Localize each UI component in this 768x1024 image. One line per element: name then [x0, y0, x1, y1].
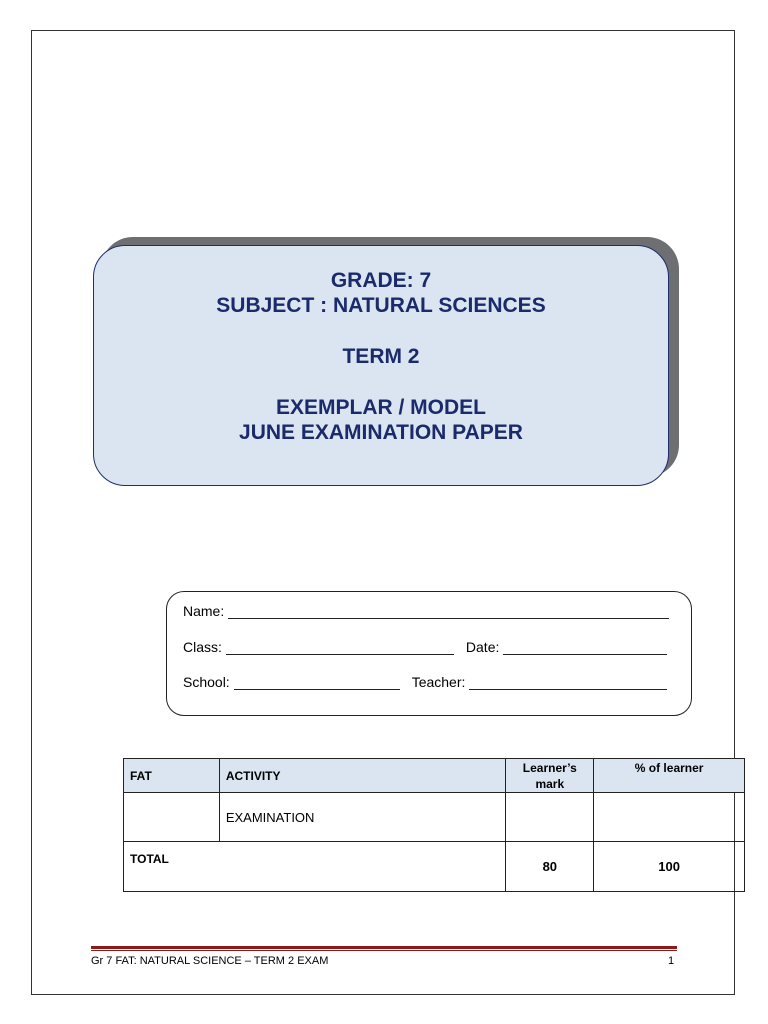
header-activity: ACTIVITY	[219, 759, 506, 793]
school-label: School:	[183, 674, 230, 690]
table-row	[124, 793, 745, 842]
total-mark: 80	[506, 842, 594, 892]
header-fat: FAT	[124, 759, 220, 793]
header-learners-mark-line1: Learner’s	[522, 761, 577, 775]
school-teacher-line	[183, 672, 667, 690]
footer-text: Gr 7 FAT: NATURAL SCIENCE – TERM 2 EXAM	[91, 955, 329, 967]
table-header-row	[124, 759, 745, 793]
header-learners-mark	[506, 759, 594, 793]
fat-cell	[124, 793, 220, 842]
total-percent: 100	[594, 842, 745, 892]
activity-cell: EXAMINATION	[219, 793, 506, 842]
name-line	[183, 601, 669, 619]
subject-heading: SUBJECT : NATURAL SCIENCES	[216, 294, 546, 317]
title-box	[93, 245, 669, 486]
class-date-line	[183, 637, 667, 655]
total-row	[124, 842, 745, 892]
page-number: 1	[668, 955, 675, 967]
header-percent: % of learner	[594, 759, 745, 793]
student-info-box	[166, 591, 692, 716]
name-label: Name:	[183, 603, 225, 619]
class-label: Class:	[183, 639, 222, 655]
paper-heading: JUNE EXAMINATION PAPER	[239, 421, 523, 444]
teacher-label: Teacher:	[411, 674, 466, 690]
class-field[interactable]	[226, 640, 454, 655]
footer-rule-thin	[91, 950, 677, 951]
exemplar-heading: EXEMPLAR / MODEL	[275, 396, 486, 419]
grade-heading: GRADE: 7	[330, 269, 432, 292]
school-field[interactable]	[234, 675, 400, 690]
footer-rule	[91, 946, 677, 949]
percent-cell[interactable]	[594, 793, 745, 842]
header-learners-mark-line2: mark	[535, 777, 565, 791]
name-field[interactable]	[228, 604, 669, 619]
marks-table	[123, 758, 745, 892]
term-heading: TERM 2	[342, 345, 420, 368]
learners-mark-cell[interactable]	[506, 793, 594, 842]
date-field[interactable]	[503, 640, 667, 655]
total-label: TOTAL	[124, 842, 506, 892]
date-label: Date:	[465, 639, 500, 655]
teacher-field[interactable]	[469, 675, 667, 690]
